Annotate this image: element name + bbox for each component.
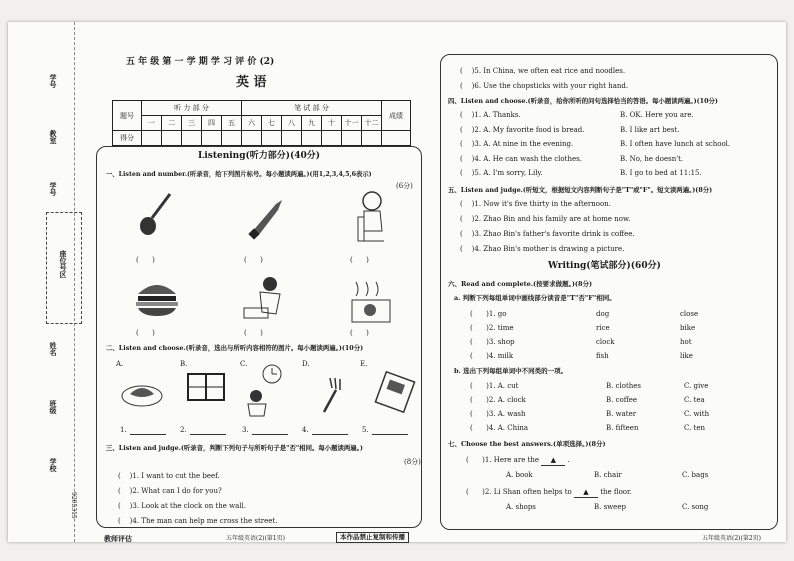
score-col-number: 三 (182, 116, 202, 131)
q7-option[interactable]: A. book (506, 471, 533, 479)
q6a-word: bike (680, 324, 696, 332)
q2-blank-4[interactable]: 4. (302, 426, 309, 434)
exam-sheet (8, 22, 786, 542)
q7-option[interactable]: A. shops (506, 503, 536, 511)
copyright-notice: 本作品禁止复制和传播 (336, 532, 409, 543)
q4-item[interactable]: ( )3. A. At nine in the evening. (460, 140, 574, 148)
writing-section-title: Writing(笔试部分)(60分) (548, 261, 661, 271)
q2-line (130, 434, 166, 435)
prev-item-6[interactable]: ( )6. Use the chopsticks with your right hand. (460, 82, 629, 90)
q3-item-3[interactable]: ( )3. Look at the clock on the wall. (118, 502, 246, 510)
q6b-item[interactable]: ( )1. A. cut (470, 382, 519, 390)
score-cell[interactable] (362, 131, 382, 146)
q2-blank-3[interactable]: 3. (242, 426, 249, 434)
q7-option[interactable]: C. bags (682, 471, 709, 479)
prev-item-5[interactable]: ( )5. In China, we often eat rice and noodles. (460, 67, 626, 75)
plate-food-image (120, 374, 164, 410)
q6b-option: C. with (684, 410, 710, 418)
q1-blank[interactable]: ( ) (350, 329, 369, 337)
seat-number-label: 座位号区 (59, 250, 68, 278)
clock-wall-image (238, 362, 292, 418)
machine-image (372, 370, 418, 416)
q3-instruction: 三、Listen and judge.(听录音，判断下列句子与所听句子是"否"相同。每小题读两遍。) (106, 444, 363, 452)
score-col-number: 九 (302, 116, 322, 131)
q2-blank-1[interactable]: 1. (120, 426, 127, 434)
window-image (184, 370, 228, 406)
q3-item-4[interactable]: ( )4. The man can help me cross the street. (118, 517, 278, 525)
score-table (112, 100, 411, 146)
spoon-image (130, 190, 180, 240)
q7-instruction: 七、Choose the best answers.(单项选择。)(8分) (448, 440, 606, 448)
q6-a-instruction: a. 判断下列每组单词中画线部分读音是"T"否"F"相同。 (454, 294, 616, 302)
q6b-option: C. ten (684, 424, 706, 432)
q6a-item[interactable]: ( )3. shop (470, 338, 515, 346)
row2-label: 得分 (113, 131, 142, 146)
q3-item-2[interactable]: ( )2. What can I do for you? (118, 487, 222, 495)
q6a-item[interactable]: ( )4. milk (470, 352, 514, 360)
q2-option-d: D. (302, 360, 310, 368)
q2-blank-5[interactable]: 5. (362, 426, 369, 434)
score-cell[interactable] (142, 131, 162, 146)
side-label-6: 学校 (49, 458, 58, 472)
q6b-option: B. fifteen (606, 424, 639, 432)
score-cell[interactable] (262, 131, 282, 146)
q2-line (252, 434, 288, 435)
q2-option-e: E. (360, 360, 368, 368)
q2-line (312, 434, 348, 435)
writing-header: 笔 试 部 分 (242, 101, 382, 116)
q3-score: (8分) (404, 458, 421, 466)
subject-title: 英 语 (236, 75, 267, 90)
score-col-number: 十一 (342, 116, 362, 131)
side-label-5: 班级 (49, 400, 58, 414)
q6a-item[interactable]: ( )2. time (470, 324, 514, 332)
q1-blank[interactable]: ( ) (136, 256, 155, 264)
score-col-number: 一 (142, 116, 162, 131)
q6a-word: dog (596, 310, 610, 318)
q4-item[interactable]: ( )4. A. He can wash the clothes. (460, 154, 582, 163)
q2-option-b: B. (180, 360, 188, 368)
score-col-number: 七 (262, 116, 282, 131)
q4-option-b: B. OK. Here you are. (620, 111, 694, 119)
q5-item-4[interactable]: ( )4. Zhao Bin's mother is drawing a picture. (460, 245, 625, 253)
knife-image (244, 192, 294, 242)
q7-item[interactable]: ( )1. Here are the ▲ . (466, 456, 570, 464)
side-label-1: 学号 (49, 74, 58, 88)
score-cell[interactable] (382, 131, 411, 146)
q5-item-2[interactable]: ( )2. Zhao Bin and his family are at home now. (460, 215, 631, 223)
page-1-footer: 五年级英语(2)(第1页) (226, 535, 285, 542)
listening-header: 听 力 部 分 (142, 101, 242, 116)
score-cell[interactable] (242, 131, 262, 146)
score-col-number: 十二 (362, 116, 382, 131)
q4-option-b: B. I like art best. (620, 125, 680, 134)
score-cell[interactable] (322, 131, 342, 146)
q6b-option: C. tea (684, 396, 705, 404)
q6b-item[interactable]: ( )4. A. China (470, 424, 529, 432)
score-col-number: 十 (322, 116, 342, 131)
boy-chair-image (344, 187, 394, 247)
page-2-footer: 五年级英语(2)(第2页) (702, 535, 761, 542)
score-cell[interactable] (182, 131, 202, 146)
listening-section-title: Listening(听力部分)(40分) (198, 151, 321, 161)
score-col-number: 八 (282, 116, 302, 131)
q6a-item[interactable]: ( )1. go (470, 310, 507, 318)
q6-b-instruction: b. 选出下列每组单词中不同类的一项。 (454, 367, 568, 375)
burger-image (132, 276, 182, 320)
fork-image (316, 376, 346, 416)
q1-blank[interactable]: ( ) (136, 329, 155, 337)
q2-instruction: 二、Listen and choose.(听录音，选出与所听内容相符的图片。每小题读两遍。)(10分) (106, 344, 364, 352)
score-col-number: 四 (202, 116, 222, 131)
q5-item-3[interactable]: ( )3. Zhao Bin's father's favorite drink is coffee. (460, 230, 635, 238)
q1-blank[interactable]: ( ) (244, 329, 263, 337)
q2-blank-2[interactable]: 2. (180, 426, 187, 434)
doc-code: 9205315 (70, 492, 77, 519)
row1-label: 题号 (113, 101, 142, 131)
q6b-option: C. give (684, 382, 709, 390)
q5-instruction: 五、Listen and judge.(听短文，根据短文内容判断句子是"T"或"F"。短文读两遍。)(8分) (448, 186, 713, 194)
score-cell[interactable] (342, 131, 362, 146)
exam-title: 五 年 级 第 一 学 期 学 习 评 价 (2) (126, 57, 275, 67)
q4-item[interactable]: ( )2. A. My favorite food is bread. (460, 125, 585, 134)
person-washing-image (240, 272, 294, 324)
q6a-word: close (680, 310, 699, 318)
score-col-number: 二 (162, 116, 182, 131)
q4-instruction: 四、Listen and choose.(听录音，给你所听的问句选择恰当的答语。每小题读两遍。)(10分) (448, 97, 718, 105)
q4-item[interactable]: ( )5. A. I'm sorry, Lily. (460, 169, 543, 177)
q6a-word: clock (596, 338, 615, 346)
q6b-option: B. clothes (606, 382, 642, 390)
q6a-word: fish (596, 352, 609, 360)
cooking-image (348, 278, 396, 328)
q4-option-b: B. I go to bed at 11:15. (620, 169, 702, 177)
score-col-number: 五 (222, 116, 242, 131)
q1-instruction: 一、Listen and number.(听录音，给下列图片标号。每小题读两遍。)(用1,2,3,4,5,6表示) (106, 171, 372, 178)
q6a-word: hot (680, 338, 692, 346)
side-label-4: 姓名 (49, 342, 58, 356)
q6-instruction: 六、Read and complete.(按要求做题。)(8分) (448, 280, 593, 288)
score-cell[interactable] (222, 131, 242, 146)
q1-blank[interactable]: ( ) (244, 256, 263, 264)
q2-line (372, 434, 408, 435)
q7-option[interactable]: B. sweep (594, 503, 626, 511)
q4-option-b: B. No, he doesn't. (620, 154, 684, 163)
q6b-option: B. coffee (606, 396, 637, 404)
score-cell[interactable] (162, 131, 182, 146)
side-label-3: 学号 (49, 182, 58, 196)
q6b-item[interactable]: ( )2. A. clock (470, 396, 526, 404)
score-cell[interactable] (282, 131, 302, 146)
q1-score: (6分) (396, 182, 413, 190)
teacher-comment-label: 教师评估 (104, 534, 132, 543)
q6a-word: rice (596, 324, 610, 332)
q4-option-b: B. I often have lunch at school. (620, 140, 731, 148)
q3-item-1[interactable]: ( )1. I want to cut the beef. (118, 472, 220, 480)
q6a-word: like (680, 352, 693, 360)
score-col-number: 六 (242, 116, 262, 131)
side-label-2: 教室 (49, 130, 58, 144)
q5-item-1[interactable]: ( )1. Now it's five thirty in the afternoon. (460, 200, 611, 208)
score-cell[interactable] (302, 131, 322, 146)
q7-option[interactable]: C. song (682, 503, 709, 511)
q2-option-c: C. (240, 360, 248, 368)
q7-item[interactable]: ( )2. Li Shan often helps to ▲ the floor. (466, 488, 632, 496)
q2-line (190, 434, 226, 435)
q7-option[interactable]: B. chair (594, 471, 622, 479)
total-header: 成绩 (382, 101, 411, 131)
q4-item[interactable]: ( )1. A. Thanks. (460, 111, 521, 119)
q2-option-a: A. (116, 360, 124, 368)
q6b-option: B. water (606, 410, 637, 418)
q1-blank[interactable]: ( ) (350, 256, 369, 264)
score-cell[interactable] (202, 131, 222, 146)
q6b-item[interactable]: ( )3. A. wash (470, 410, 526, 418)
